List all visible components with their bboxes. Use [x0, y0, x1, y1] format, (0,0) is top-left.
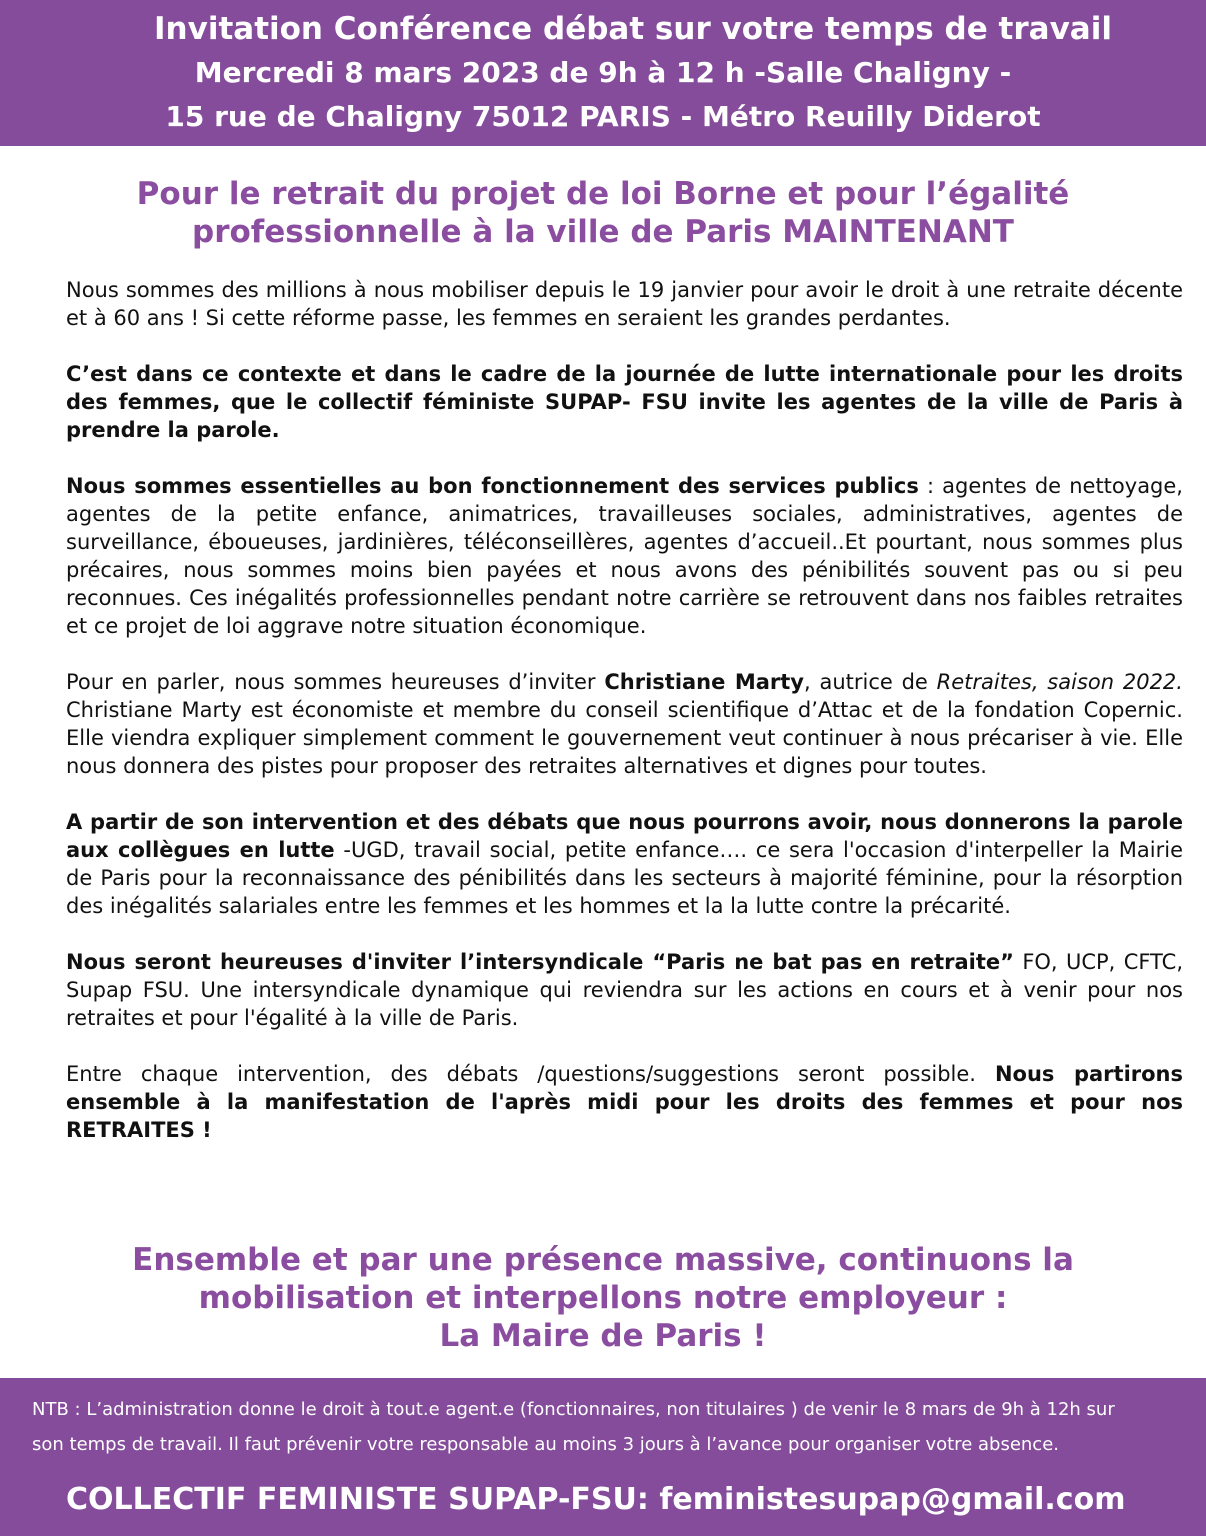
- headline-line-1: Pour le retrait du projet de loi Borne et pour l’égalité: [136, 176, 1070, 212]
- debate-rest: -UGD, travail social, petite enfance…. ce sera l'occasion d'interpeller la Mairie de Paris pour la reconnaissance des pénibilités dans les secteurs à majorité féminine, pour la résorption des inégalités salariales entre les femmes et les hommes et la la lutte contre la précarité.: [66, 838, 1184, 918]
- closing-line-1: Ensemble et par une présence massive, continuons la: [132, 1242, 1074, 1278]
- speaker-rest: Christiane Marty est économiste et membre du conseil scientifique d’Attac et de la fondation Copernic. Elle viendra expliquer simplement comment le gouvernement veut continuer à nous précariser à vie. Elle nous donnera des pistes pour proposer des retraites alternatives et dignes pour toutes.: [66, 698, 1183, 778]
- paragraph-intersyndicale: [66, 948, 1183, 1032]
- ntb-note-line-1: NTB : L’administration donne le droit à tout.e agent.e (fonctionnaires, non titulaires ) de venir le 8 mars de 9h à 12h sur: [32, 1399, 1115, 1420]
- debate-bold: A partir de son intervention et des débats que nous pourrons avoir, nous donnerons la parole aux collègues en lutte: [66, 810, 1183, 862]
- speaker-name: Christiane Marty: [604, 670, 804, 694]
- closing-line-3: La Maire de Paris !: [439, 1318, 767, 1354]
- event-address: 15 rue de Chaligny 75012 PARIS - Métro Reuilly Diderot: [165, 100, 1041, 133]
- invitation-title: Invitation Conférence débat sur votre temps de travail: [154, 11, 1112, 47]
- footer-banner: [0, 1378, 1206, 1536]
- essential-rest: : agentes de nettoyage, agentes de la petite enfance, animatrices, travailleuses sociales, administratives, agentes de surveillance, éboueuses, jardinières, téléconseillères, agentes d’accueil..Et pourtant, nous sommes plus précaires, nous sommes moins bien payées et nous avons des pénibilités souvent pas ou si peu reconnues. Ces inégalités professionnelles pendant notre carrière se retrouvent dans nos faibles retraites et ce projet de loi aggrave notre situation économique.: [66, 474, 1183, 638]
- march-bold: Nous partirons ensemble à la manifestation de l'après midi pour les droits des femmes et pour nos RETRAITES !: [66, 1062, 1184, 1142]
- ntb-note-line-2: son temps de travail. Il faut prévenir votre responsable au moins 3 jours à l’avance pour organiser votre absence.: [32, 1434, 1059, 1455]
- book-title: Retraites, saison 2022.: [936, 670, 1183, 694]
- paragraph-march: [66, 1060, 1183, 1144]
- speaker-mid: , autrice de: [803, 670, 937, 694]
- paragraph-essential: [66, 472, 1183, 640]
- intersyndicale-rest: FO, UCP, CFTC, Supap FSU. Une intersyndicale dynamique qui reviendra sur les actions en cours et à venir pour nos retraites et pour l'égalité à la ville de Paris.: [66, 950, 1183, 1030]
- march-start: Entre chaque intervention, des débats /questions/suggestions seront possible.: [66, 1062, 995, 1086]
- contact-email: COLLECTIF FEMINISTE SUPAP-FSU: feministesupap@gmail.com: [66, 1482, 1126, 1517]
- essential-bold: Nous sommes essentielles au bon fonctionnement des services publics: [66, 474, 919, 498]
- main-headline: [40, 175, 1166, 251]
- paragraph-context: [66, 360, 1183, 444]
- body-text: [66, 276, 1183, 1172]
- header-banner: [0, 0, 1206, 146]
- speaker-start: Pour en parler, nous sommes heureuses d’inviter: [66, 670, 605, 694]
- paragraph-speaker: [66, 668, 1183, 780]
- closing-headline: [40, 1241, 1166, 1355]
- intersyndicale-bold: Nous seront heureuses d'inviter l’intersyndicale “Paris ne bat pas en retraite”: [66, 950, 1014, 974]
- paragraph-debate: [66, 808, 1183, 920]
- event-date-venue: Mercredi 8 mars 2023 de 9h à 12 h -Salle Chaligny -: [194, 56, 1012, 89]
- headline-line-2: professionnelle à la ville de Paris MAINTENANT: [192, 214, 1014, 250]
- paragraph-intro: Nous sommes des millions à nous mobiliser depuis le 19 janvier pour avoir le droit à une retraite décente et à 60 ans ! Si cette réforme passe, les femmes en seraient les grandes perdantes.: [66, 278, 1183, 330]
- closing-line-2: mobilisation et interpellons notre employeur :: [198, 1280, 1008, 1316]
- context-bold: C’est dans ce contexte et dans le cadre de la journée de lutte internationale pour les droits des femmes, que le collectif féministe SUPAP- FSU invite les agentes de la ville de Paris à prendre la parole.: [66, 362, 1183, 442]
